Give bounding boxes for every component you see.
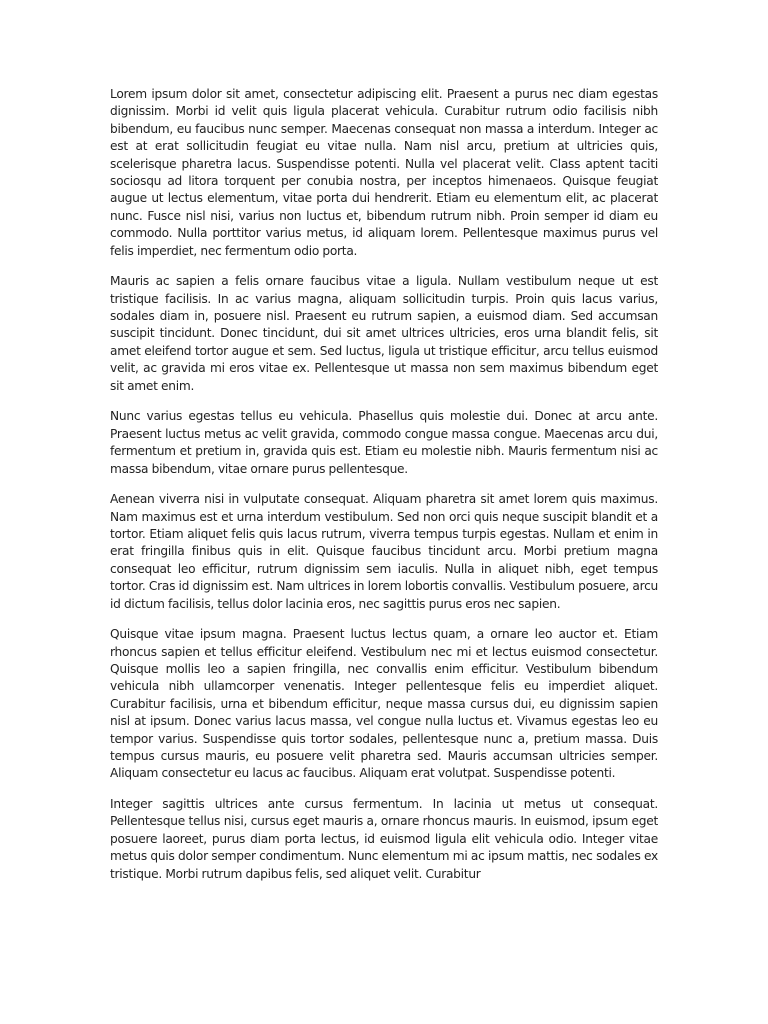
document-page: [110, 86, 658, 896]
paragraph-4: Aenean viverra nisi in vulputate consequat. Aliquam pharetra sit amet lorem quis maximus. Nam maximus est et urna interdum vestibulum. Sed non orci quis neque suscipit blandit et a tortor. Etiam aliquet felis quis lacus rutrum, viverra tempus turpis egestas. Nullam et enim in erat fringilla finibus quis in elit. Quisque faucibus tincidunt arcu. Morbi pretium magna consequat leo efficitur, rutrum dignissim sem iaculis. Nulla in aliquet nibh, eget tempus tortor. Cras id dignissim est. Nam ultrices in lorem lobortis convallis. Vestibulum posuere, arcu id dictum facilisis, tellus dolor lacinia eros, nec sagittis purus eros nec sapien.: [110, 492, 658, 611]
paragraph-2: Mauris ac sapien a felis ornare faucibus vitae a ligula. Nullam vestibulum neque ut est tristique facilisis. In ac varius magna, aliquam sollicitudin turpis. Proin quis lacus varius, sodales diam in, posuere nisl. Praesent eu rutrum sapien, a euismod diam. Sed accumsan suscipit tincidunt. Donec tincidunt, dui sit amet ultrices ultricies, eros urna blandit felis, sit amet eleifend tortor augue et sem. Sed luctus, ligula ut tristique efficitur, arcu tellus euismod velit, ac gravida mi eros vitae ex. Pellentesque ut massa non sem maximus bibendum eget sit amet enim.: [110, 274, 658, 393]
paragraph-1: Lorem ipsum dolor sit amet, consectetur adipiscing elit. Praesent a purus nec diam egestas dignissim. Morbi id velit quis ligula placerat vehicula. Curabitur rutrum odio facilisis nibh bibendum, eu faucibus nunc semper. Maecenas consequat non massa a interdum. Integer ac est at erat sollicitudin feugiat eu vitae nulla. Nam nisl arcu, pretium at ultricies quis, scelerisque pharetra lacus. Suspendisse potenti. Nulla vel placerat velit. Class aptent taciti sociosqu ad litora torquent per conubia nostra, per inceptos himenaeos. Quisque feugiat augue ut lectus elementum, vitae porta dui hendrerit. Etiam eu elementum elit, ac placerat nunc. Fusce nisl nisi, varius non luctus et, bibendum rutrum nibh. Proin semper id diam eu commodo. Nulla porttitor varius metus, id aliquam lorem. Pellentesque maximus purus vel felis imperdiet, nec fermentum odio porta.: [110, 87, 658, 258]
paragraph-5: Quisque vitae ipsum magna. Praesent luctus lectus quam, a ornare leo auctor et. Etiam rhoncus sapien et tellus efficitur eleifend. Vestibulum nec mi et lectus euismod consectetur. Quisque mollis leo a sapien fringilla, nec convallis enim efficitur. Vestibulum bibendum vehicula nibh ullamcorper venenatis. Integer pellentesque felis eu imperdiet aliquet. Curabitur facilisis, urna et bibendum efficitur, neque massa cursus dui, eu dignissim sapien nisl at ipsum. Donec varius lacus massa, vel congue nulla luctus et. Vivamus egestas leo eu tempor varius. Suspendisse quis tortor sodales, pellentesque nunc a, pretium massa. Duis tempus cursus mauris, eu posuere velit pharetra sed. Mauris accumsan ultricies semper. Aliquam consectetur eu lacus ac faucibus. Aliquam erat volutpat. Suspendisse potenti.: [110, 627, 658, 781]
paragraph-6: Integer sagittis ultrices ante cursus fermentum. In lacinia ut metus ut consequat. Pellentesque tellus nisi, cursus eget mauris a, ornare rhoncus mauris. In euismod, ipsum eget posuere laoreet, purus diam porta lectus, id euismod ligula elit vehicula odio. Integer vitae metus quis dolor semper condimentum. Nunc elementum mi ac ipsum mattis, nec sodales ex tristique. Morbi rutrum dapibus felis, sed aliquet velit. Curabitur: [110, 796, 658, 881]
paragraph-3: Nunc varius egestas tellus eu vehicula. Phasellus quis molestie dui. Donec at arcu ante. Praesent luctus metus ac velit gravida, commodo congue massa congue. Maecenas arcu dui, fermentum et pretium in, gravida quis est. Etiam eu molestie nibh. Mauris fermentum nisi ac massa bibendum, vitae ornare purus pellentesque.: [110, 409, 658, 476]
